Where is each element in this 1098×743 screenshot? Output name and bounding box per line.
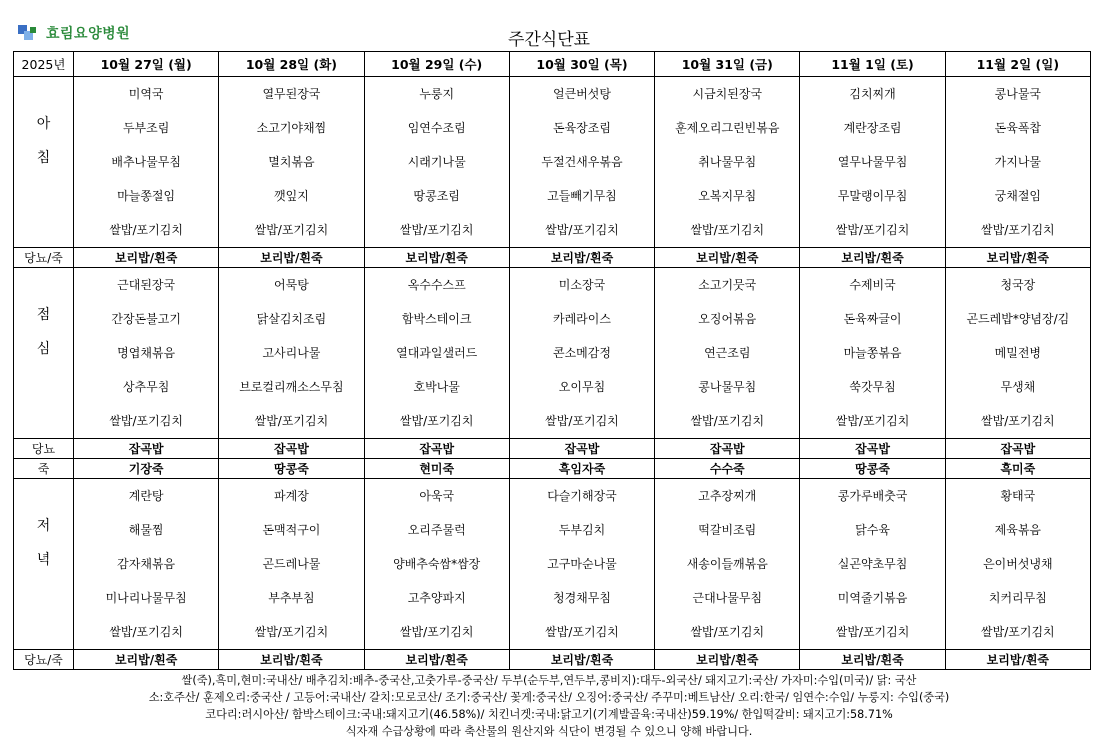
menu-item: 계란장조림 [843, 121, 902, 135]
menu-item: 파계장 [274, 489, 309, 503]
breakfast-label-char: 아 [36, 116, 51, 132]
menu-item: 쌀밥/포기김치 [109, 223, 183, 237]
lunch-porridge-item: 흑임자죽 [509, 459, 654, 479]
hospital-name: 효림요양병원 [46, 26, 131, 42]
menu-item: 콩나물국 [994, 87, 1042, 101]
menu-item: 아욱국 [419, 489, 455, 503]
menu-item: 상추무침 [122, 380, 170, 394]
menu-item: 간장돈불고기 [111, 312, 181, 326]
breakfast-day-cell [74, 77, 219, 248]
menu-item: 두부조림 [122, 121, 170, 135]
breakfast-special-item: 보리밥/흰죽 [509, 248, 654, 268]
breakfast-row [14, 77, 1091, 248]
breakfast-day-cell [509, 77, 654, 248]
breakfast-label [14, 77, 74, 248]
lunch-label-char: 점 [36, 307, 51, 323]
menu-item: 오복지무침 [698, 189, 757, 203]
menu-item: 취나물무침 [698, 155, 757, 169]
menu-item: 양배추숙쌈*쌈장 [393, 557, 481, 571]
menu-item: 돈육폭찹 [994, 121, 1042, 135]
menu-item: 가지나물 [994, 155, 1042, 169]
menu-item: 닭수육 [855, 523, 890, 537]
menu-item: 쌀밥/포기김치 [835, 625, 910, 639]
menu-item: 마늘쫑절임 [117, 189, 176, 203]
menu-item: 돈맥적구이 [262, 523, 321, 537]
lunch-day-cell [364, 268, 509, 439]
lunch-diabetic-item: 잡곡밥 [74, 439, 219, 459]
menu-item: 김치찌개 [849, 87, 896, 101]
menu-item: 호박나물 [413, 380, 460, 394]
menu-item: 쌀밥/포기김치 [981, 414, 1055, 428]
dinner-day-cell [655, 479, 800, 650]
lunch-diabetic-label: 당뇨 [14, 439, 74, 459]
breakfast-label-char: 침 [36, 150, 51, 166]
menu-item: 새송이들깨볶음 [686, 557, 768, 571]
menu-item: 감자채볶음 [117, 557, 176, 571]
menu-item: 떡갈비조림 [698, 523, 757, 537]
lunch-porridge-item: 흑미죽 [945, 459, 1090, 479]
menu-item: 미역국 [128, 87, 164, 101]
dinner-row [14, 479, 1091, 650]
breakfast-special-row [14, 248, 1091, 268]
menu-item: 미나리나물무침 [105, 591, 187, 605]
menu-item: 명엽채볶음 [117, 346, 176, 360]
menu-item: 쌀밥/포기김치 [690, 625, 765, 639]
menu-item: 해물찜 [128, 523, 164, 537]
menu-item: 열대과일샐러드 [396, 346, 478, 360]
menu-item: 치커리무침 [988, 591, 1047, 605]
dinner-special-item: 보리밥/흰죽 [655, 650, 800, 670]
menu-item: 쌀밥/포기김치 [835, 223, 910, 237]
menu-item: 고구마순나물 [547, 557, 617, 571]
menu-item: 근대나물무침 [692, 591, 763, 605]
menu-item: 제육볶음 [994, 523, 1042, 537]
menu-item: 오리주물럭 [407, 523, 466, 537]
menu-item: 쌀밥/포기김치 [399, 414, 474, 428]
menu-item: 황태국 [1000, 489, 1036, 503]
lunch-diabetic-row [14, 439, 1091, 459]
lunch-porridge-label: 죽 [14, 459, 74, 479]
dinner-day-cell [509, 479, 654, 650]
menu-item: 쌀밥/포기김치 [545, 223, 619, 237]
menu-item: 쌀밥/포기김치 [399, 223, 474, 237]
breakfast-special-item: 보리밥/흰죽 [655, 248, 800, 268]
menu-item: 마늘쫑볶음 [843, 346, 902, 360]
menu-item: 어묵탕 [274, 278, 309, 292]
menu-item: 훈제오리그린빈볶음 [675, 121, 780, 135]
menu-item: 돈육짜글이 [843, 312, 902, 326]
dinner-special-row [14, 650, 1091, 670]
menu-item: 시래기나물 [407, 155, 466, 169]
lunch-porridge-item: 현미죽 [364, 459, 509, 479]
menu-item: 소고기야채찜 [256, 121, 327, 135]
menu-item: 쌀밥/포기김치 [254, 223, 329, 237]
menu-item: 땅콩조림 [413, 189, 460, 203]
menu-item: 쌀밥/포기김치 [835, 414, 910, 428]
lunch-day-cell [800, 268, 945, 439]
day-header: 10월 31일 (금) [655, 52, 800, 77]
menu-item: 쌀밥/포기김치 [399, 625, 474, 639]
lunch-diabetic-item: 잡곡밥 [364, 439, 509, 459]
dinner-day-cell [364, 479, 509, 650]
menu-item: 연근조림 [704, 346, 751, 360]
lunch-porridge-item: 기장죽 [74, 459, 219, 479]
menu-item: 오징어볶음 [698, 312, 757, 326]
menu-item: 고추양파지 [407, 591, 466, 605]
menu-item: 쌀밥/포기김치 [545, 625, 619, 639]
menu-item: 소고기뭇국 [698, 278, 757, 292]
menu-item: 쑥갓무침 [849, 380, 896, 394]
menu-item: 계란탕 [128, 489, 164, 503]
day-header: 11월 1일 (토) [800, 52, 945, 77]
origin-notice-line: 코다리:러시아산/ 함박스테이크:국내:돼지고기(46.58%)/ 치킨너겟:국내:닭고기(기계발골육:국내산)59.19%/ 한입떡갈비: 돼지고기:58.71% [205, 708, 893, 721]
menu-item: 시금치된장국 [692, 87, 763, 101]
day-header: 11월 2일 (일) [945, 52, 1090, 77]
menu-item: 배추나물무침 [111, 155, 181, 169]
menu-item: 쌀밥/포기김치 [109, 414, 183, 428]
menu-item: 미역줄기볶음 [837, 591, 908, 605]
menu-item: 두부김치 [558, 523, 606, 537]
dinner-day-cell [945, 479, 1090, 650]
lunch-diabetic-item: 잡곡밥 [219, 439, 364, 459]
menu-item: 수제비국 [849, 278, 896, 292]
breakfast-day-cell [800, 77, 945, 248]
menu-item: 열무나물무침 [837, 155, 908, 169]
menu-item: 옥수수스프 [407, 278, 466, 292]
dinner-special-label: 당뇨/죽 [14, 650, 74, 670]
dinner-special-item: 보리밥/흰죽 [509, 650, 654, 670]
menu-item: 은이버섯냉채 [983, 557, 1053, 571]
menu-item: 미소장국 [558, 278, 606, 292]
menu-item: 청경채무침 [553, 591, 611, 605]
year-cell: 2025년 [14, 52, 74, 77]
breakfast-special-item: 보리밥/흰죽 [74, 248, 219, 268]
dinner-special-item: 보리밥/흰죽 [945, 650, 1090, 670]
lunch-porridge-row [14, 459, 1091, 479]
menu-item: 궁채절임 [994, 189, 1042, 203]
origin-notice-line: 쌀(죽),흑미,현미:국내산/ 배추김치:배추-중국산,고춧가루-중국산/ 두부(순두부,연두부,콩비지):대두-외국산/ 돼지고기:국산/ 가자미:수입(미국)/ 닭: 국산 [181, 674, 917, 687]
menu-item: 고추장찌개 [698, 489, 757, 503]
dinner-label-char: 저 [36, 518, 51, 534]
menu-item: 쌀밥/포기김치 [109, 625, 183, 639]
lunch-day-cell [219, 268, 364, 439]
lunch-day-cell [74, 268, 219, 439]
menu-item: 실곤약초무침 [837, 557, 908, 571]
lunch-porridge-item: 땅콩죽 [219, 459, 364, 479]
menu-item: 카레라이스 [553, 312, 611, 326]
dinner-label-char: 녁 [36, 552, 51, 568]
menu-item: 곤드레나물 [262, 557, 321, 571]
lunch-day-cell [945, 268, 1090, 439]
menu-item: 멸치볶음 [268, 155, 315, 169]
dinner-special-item: 보리밥/흰죽 [364, 650, 509, 670]
lunch-row [14, 268, 1091, 439]
breakfast-special-label: 당뇨/죽 [14, 248, 74, 268]
breakfast-day-cell [945, 77, 1090, 248]
menu-item: 메밀전병 [994, 346, 1042, 360]
lunch-diabetic-item: 잡곡밥 [800, 439, 945, 459]
breakfast-special-item: 보리밥/흰죽 [800, 248, 945, 268]
origin-notice-line: 소:호주산/ 훈제오리:중국산 / 고등어:국내산/ 갈치:모로코산/ 조기:중국산/ 꽃게:중국산/ 오징어:중국산/ 주꾸미:베트남산/ 오리:한국/ 임연수:수입/ 누룽지: 수입(중국) [148, 691, 950, 704]
menu-item: 쌀밥/포기김치 [981, 223, 1055, 237]
menu-item: 쌀밥/포기김치 [254, 414, 329, 428]
menu-item: 고들빼기무침 [547, 189, 617, 203]
menu-item: 쌀밥/포기김치 [690, 414, 765, 428]
menu-item: 콩나물무침 [698, 380, 757, 394]
lunch-label [14, 268, 74, 439]
page-title: 주간식단표 [507, 30, 591, 50]
menu-item: 쌀밥/포기김치 [254, 625, 329, 639]
lunch-diabetic-item: 잡곡밥 [509, 439, 654, 459]
breakfast-special-item: 보리밥/흰죽 [945, 248, 1090, 268]
menu-item: 근대된장국 [117, 278, 176, 292]
day-header: 10월 30일 (목) [509, 52, 654, 77]
dinner-day-cell [74, 479, 219, 650]
menu-item: 쌀밥/포기김치 [981, 625, 1055, 639]
origin-notice-line: 식자재 수급상황에 따라 축산물의 원산지와 식단이 변경될 수 있으니 양해 바랍니다. [345, 725, 753, 738]
menu-item: 임연수조림 [407, 121, 466, 135]
dinner-special-item: 보리밥/흰죽 [800, 650, 945, 670]
menu-item: 누룽지 [419, 87, 455, 101]
day-header: 10월 27일 (월) [74, 52, 219, 77]
breakfast-day-cell [219, 77, 364, 248]
menu-item: 깻잎지 [274, 189, 309, 203]
dinner-day-cell [219, 479, 364, 650]
menu-item: 열무된장국 [262, 87, 321, 101]
lunch-day-cell [655, 268, 800, 439]
menu-item: 브로컬리깨소스무침 [239, 380, 344, 394]
menu-item: 닭살김치조림 [256, 312, 327, 326]
breakfast-day-cell [364, 77, 509, 248]
menu-item: 콩가루배춧국 [837, 489, 908, 503]
day-header: 10월 28일 (화) [219, 52, 364, 77]
dinner-label [14, 479, 74, 650]
lunch-day-cell [509, 268, 654, 439]
dinner-special-item: 보리밥/흰죽 [219, 650, 364, 670]
breakfast-special-item: 보리밥/흰죽 [219, 248, 364, 268]
breakfast-special-item: 보리밥/흰죽 [364, 248, 509, 268]
menu-item: 곤드레밥*양념장/김 [966, 312, 1070, 326]
day-header: 10월 29일 (수) [364, 52, 509, 77]
weekly-menu-table [13, 51, 1091, 670]
menu-item: 청국장 [1000, 278, 1036, 292]
menu-item: 오이무침 [558, 380, 606, 394]
menu-item: 돈육장조림 [553, 121, 611, 135]
dinner-special-item: 보리밥/흰죽 [74, 650, 219, 670]
breakfast-day-cell [655, 77, 800, 248]
lunch-porridge-item: 수수죽 [655, 459, 800, 479]
dinner-day-cell [800, 479, 945, 650]
menu-item: 부추부침 [268, 591, 315, 605]
menu-item: 고사리나물 [262, 346, 321, 360]
menu-item: 얼큰버섯탕 [553, 87, 611, 101]
menu-item: 다슬기해장국 [547, 489, 617, 503]
menu-item: 쌀밥/포기김치 [690, 223, 765, 237]
menu-item: 무말랭이무침 [837, 189, 908, 203]
menu-item: 무생채 [1000, 380, 1036, 394]
lunch-diabetic-item: 잡곡밥 [945, 439, 1090, 459]
menu-item: 두절건새우볶음 [541, 155, 623, 169]
lunch-porridge-item: 땅콩죽 [800, 459, 945, 479]
menu-item: 함박스테이크 [401, 312, 472, 326]
header-row [14, 52, 1091, 77]
menu-item: 콘소메감정 [553, 346, 611, 360]
lunch-diabetic-item: 잡곡밥 [655, 439, 800, 459]
lunch-label-char: 심 [36, 341, 51, 357]
menu-item: 쌀밥/포기김치 [545, 414, 619, 428]
origin-notice [0, 672, 1098, 740]
